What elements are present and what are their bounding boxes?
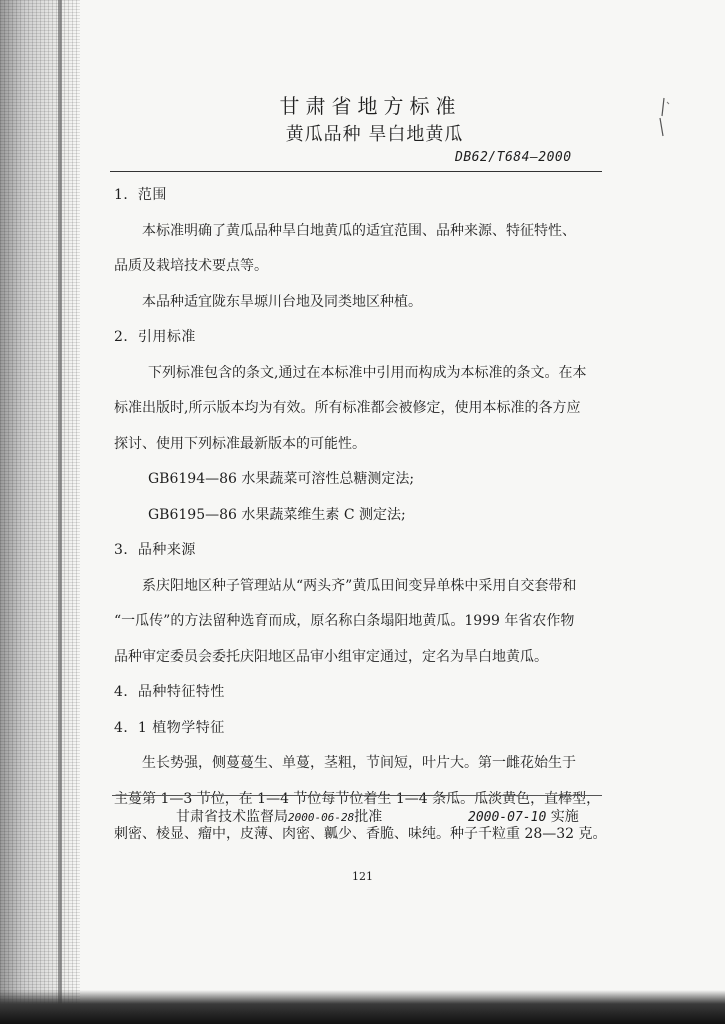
header-rule: [110, 171, 602, 172]
approval-line: [176, 806, 382, 826]
reference-standard: GB6194—86 水果蔬菜可溶性总糖测定法;: [148, 471, 415, 487]
page-number: 121: [352, 870, 373, 883]
approval-label: 批准: [354, 809, 383, 825]
section-2-para-line: 标准出版时,所示版本均为有效。所有标准都会被修定，使用本标准的各方应: [114, 400, 581, 416]
standard-number: DB62/T684—2000: [455, 150, 572, 165]
scan-bottom-shadow: [0, 990, 725, 1024]
section-2-para-line: 下列标准包含的条文,通过在本标准中引用而构成为本标准的条文。在本: [148, 364, 587, 381]
section-1-para-line: 本标准明确了黄瓜品种旱白地黄瓜的适宜范围、品种来源、特征特性、: [142, 222, 576, 239]
document-body: [114, 178, 612, 853]
section-1-para-line: 品质及栽培技术要点等。: [114, 258, 268, 274]
implementation-date: 2000-07-10: [468, 810, 547, 825]
section-4-para-line: 主蔓第 1—3 节位，在 1—4 节位每节位着生 1—4 条瓜。瓜淡黄色，直棒型，: [114, 790, 601, 807]
section-3-para-line: “一瓜传”的方法留种选育而成，原名称白条塌阳地黄瓜。1999 年省农作物: [114, 613, 575, 629]
document-title: 甘肃省地方标准: [279, 94, 462, 118]
footer-rule: [112, 795, 602, 796]
section-4-1-heading: 4．1 植物学特征: [114, 719, 225, 736]
approval-authority: 甘肃省技术监督局: [176, 809, 288, 825]
implementation-line: [468, 806, 579, 826]
document-subtitle: 黄瓜品种 旱白地黄瓜: [285, 124, 464, 145]
section-3-para-line: 品种审定委员会委托庆阳地区品审小组审定通过，定名为旱白地黄瓜。: [114, 648, 548, 665]
section-4-heading: 4．品种特征特性: [114, 684, 225, 700]
section-1-heading: 1．范围: [114, 187, 167, 203]
section-4-para-line: 生长势强，侧蔓蔓生、单蔓，茎粗，节间短，叶片大。第一雌花始生于: [142, 755, 576, 771]
section-3-para-line: 系庆阳地区种子管理站从“两头齐”黄瓜田间变异单株中采用自交套带和: [142, 577, 577, 594]
section-2-para-line: 探讨、使用下列标准最新版本的可能性。: [114, 435, 366, 452]
section-2-heading: 2．引用标准: [114, 329, 196, 345]
approval-date: 2000-06-28: [288, 811, 355, 824]
section-3-heading: 3．品种来源: [114, 542, 196, 558]
reference-standard: GB6195—86 水果蔬菜维生素 C 测定法;: [148, 506, 406, 523]
section-1-para2: 本品种适宜陇东旱塬川台地及同类地区种植。: [142, 293, 422, 310]
section-4-para-line: 刺密、棱显、瘤中，皮薄、肉密、瓤少、香脆、味纯。种子千粒重 28—32 克。: [114, 826, 607, 842]
implementation-label: 实施: [550, 809, 579, 825]
